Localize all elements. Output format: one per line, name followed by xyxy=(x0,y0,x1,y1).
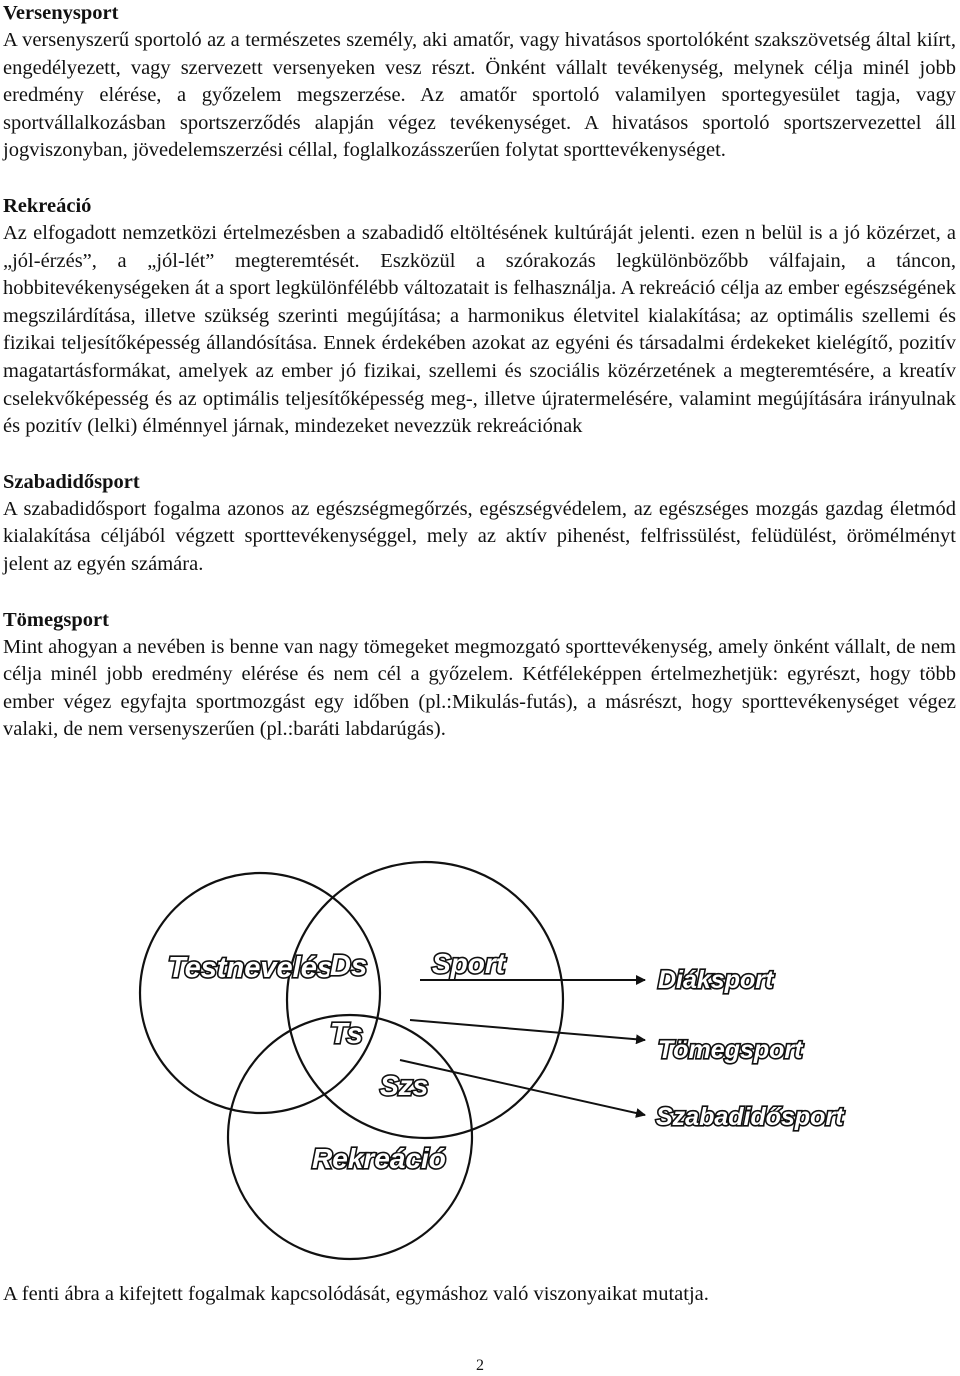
section-heading: Versenysport xyxy=(3,2,119,24)
page-number: 2 xyxy=(476,1357,484,1374)
section-szabadidosport xyxy=(3,469,956,579)
label-rekreacio: Rekreáció xyxy=(312,1143,446,1174)
section-rekreacio xyxy=(3,193,956,441)
section-heading: Szabadidősport xyxy=(3,470,140,493)
label-testneveles: Testnevelés xyxy=(168,952,333,984)
label-sport: Sport xyxy=(432,948,506,979)
section-body: A versenyszerű sportoló az a természetes személy, aki amatőr, vagy hivatásos sportolóként szakszövetség által kiírt, engedélyezett, vagy szervezett versenyeken vesz részt. Önként vállalt tevékenység, melynek célja minél jobb eredmény elérése, a győzelem megszerzése. Az amatőr sportoló valamilyen sportegyesület tagja, vagy sportvállalkozásban sportszerződés alapján végez tevékenységet. A hivatásos sportoló sportszervezettel áll jogviszonyban, jövedelemszerzési céllal, foglalkozásszerűen folytat sporttevékenységet. xyxy=(3,29,956,162)
label-ts: Ts xyxy=(330,1018,363,1050)
label-szs: Szs xyxy=(380,1070,429,1101)
label-tomegsport: Tömegsport xyxy=(658,1036,803,1064)
venn-circle-left xyxy=(140,873,380,1113)
arrow-tomegsport xyxy=(410,1020,645,1040)
arrow-szabadidosport xyxy=(400,1060,645,1115)
section-body: A szabadidősport fogalma azonos az egészségmegőrzés, egészségvédelem, az egészséges mozgás gazdag életmód kialakítása céljából végzett sporttevékenységgel, mely az aktív pihenést, felfrissülést, felüdülést, örömélményt jelent az egyén számára. xyxy=(3,497,956,575)
label-szabadidosport: Szabadidősport xyxy=(656,1103,844,1131)
section-body: Az elfogadott nemzetközi értelmezésben a szabadidő eltöltésének kultúráját jelenti. ezen n belül is a jó közérzet, a „jól-érzés”, a „jól-lét” megteremtését. Eszközül a szórakozás legkülönbözőbb válfajain, a táncon, hobbitevékenységeken át a sport legkülönfélébb változatait is felhasználja. A rekreáció célja az ember egészségének megszilárdítása, illetve szükség szerinti megújítása; a harmonikus életvitel kialakítása; az optimális szellemi és fizikai teljesítőképesség állandósítása. Ennek érdekében azokat az egyéni és társadalmi érdekeket kielégítő, pozitív magatartásformákat, amelyek az ember jó fizikai, szellemi és szociális közérzetének a megteremtésére, a kreatív cselekvőképesség és az optimális teljesítőképesség meg-, illetve újratermelésére, valamint megújítására irányulnak és pozitív (lelki) élménnyel járnak, mindezeket nevezzük rekreációnak xyxy=(3,221,956,438)
section-versenysport xyxy=(3,0,956,165)
section-heading: Rekreáció xyxy=(3,194,92,217)
venn-diagram-svg xyxy=(0,855,953,1275)
figure-caption: A fenti ábra a kifejtett fogalmak kapcsolódását, egymáshoz való viszonyaikat mutatja. xyxy=(3,1283,709,1305)
section-heading: Tömegsport xyxy=(3,608,109,631)
venn-diagram xyxy=(0,855,953,1275)
label-diaksport: Diáksport xyxy=(658,966,774,994)
section-tomegsport xyxy=(3,607,956,744)
document-page xyxy=(3,0,956,744)
label-ds: Ds xyxy=(330,950,368,982)
section-body: Mint ahogyan a nevében is benne van nagy tömegeket megmozgató sporttevékenység, amely önként vállalt, de nem célja minél jobb eredmény elérése és nem cél a győzelem. Kétféleképpen értelmezhetjük: egyrészt, hogy több ember végez egyfajta sportmozgást egy időben (pl.:Mikulás-futás), a másrészt, hogy sporttevékenységet végez valaki, de nem versenyszerűen (pl.:baráti labdarúgás). xyxy=(3,635,956,741)
